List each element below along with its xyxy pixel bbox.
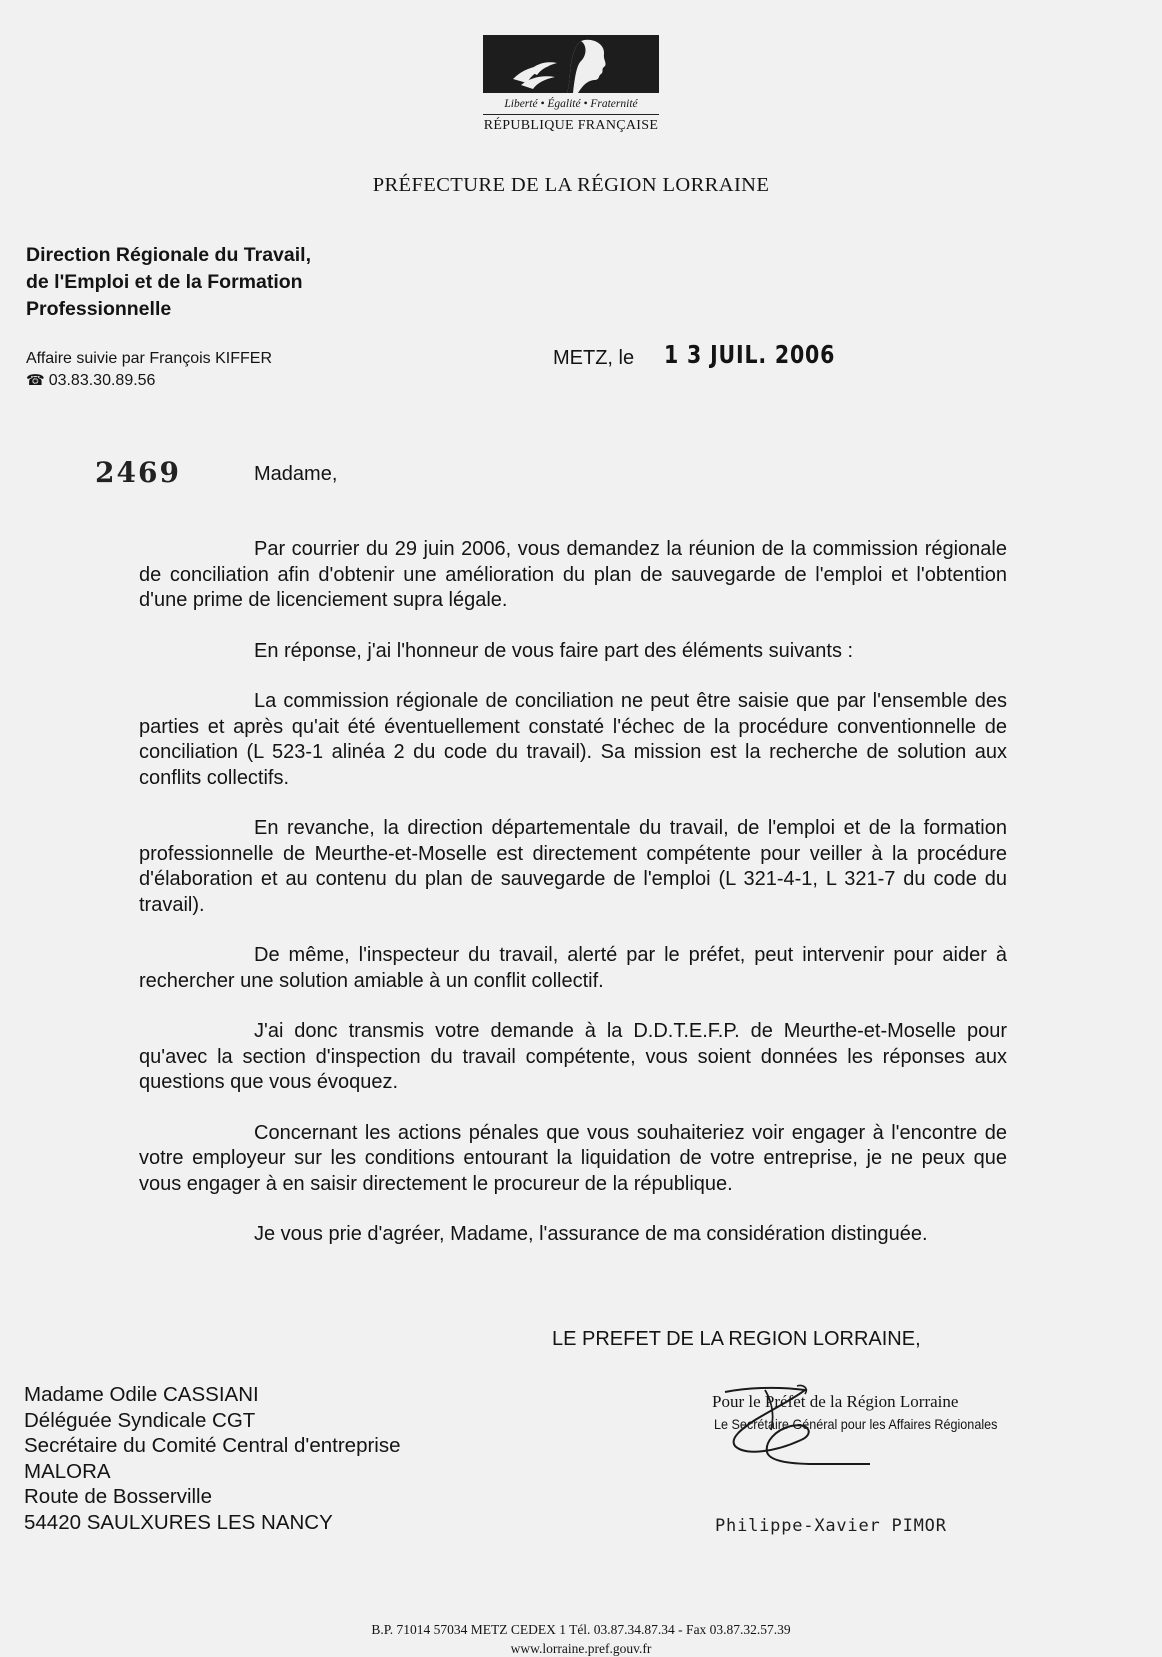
recipient-line: MALORA: [24, 1459, 111, 1483]
recipient-address: [24, 1382, 401, 1535]
body-paragraph: La commission régionale de conciliation ne peut être saisie que par l'ensemble des parties et après qu'ait été éventuellement constaté l'échec de la procédure conventionnelle de conciliation (L 523-1 alinéa 2 du code du travail). Sa mission est la recherche de solution aux conflits collectifs.: [139, 690, 1007, 789]
letter-body: [139, 537, 1007, 1273]
footer-address: B.P. 71014 57034 METZ CEDEX 1 Tél. 03.87.34.87.34 - Fax 03.87.32.57.39: [371, 1622, 791, 1637]
body-paragraph: En réponse, j'ai l'honneur de vous faire part des éléments suivants :: [254, 639, 854, 662]
marianne-logo: [483, 35, 659, 93]
signature-stamp-line: Pour le Préfet de la Région Lorraine: [712, 1392, 959, 1411]
signatory-name: Philippe-Xavier PIMOR: [715, 1516, 947, 1536]
signature-stamp-line: Le Secrétaire Général pour les Affaires Régionales: [714, 1416, 998, 1432]
body-paragraph: J'ai donc transmis votre demande à la D.D.T.E.F.P. de Meurthe-et-Moselle pour qu'avec la section d'inspection du travail compétente, vous soient données les réponses aux questions que vous évoquez.: [139, 1020, 1007, 1093]
case-handler: Affaire suivie par François KIFFER: [26, 350, 273, 367]
footer-website: www.lorraine.pref.gouv.fr: [510, 1641, 652, 1656]
direction-line: Professionnelle: [26, 298, 172, 320]
salutation: Madame,: [254, 463, 338, 485]
body-paragraph: Par courrier du 29 juin 2006, vous demandez la réunion de la commission régionale de conciliation afin d'obtenir une amélioration du plan de sauvegarde de l'emploi et l'obtention d'une prime de licenciement supra légale.: [139, 538, 1007, 611]
marianne-icon: [483, 35, 659, 93]
sender-direction: [26, 242, 446, 323]
date-stamp: 1 3 JUIL. 2006: [664, 340, 836, 369]
body-paragraph: Concernant les actions pénales que vous souhaiteriez voir engager à l'encontre de votre employeur sur les conditions entourant la liquidation de votre entreprise, je ne peux que vous engager à en saisir directement le procureur de la république.: [139, 1121, 1007, 1195]
body-paragraph: De même, l'inspecteur du travail, alerté par le préfet, peut intervenir pour aider à rechercher une solution amiable à un conflit collectif.: [139, 944, 1007, 992]
reference-number: 2469: [95, 456, 181, 489]
republic-name: RÉPUBLIQUE FRANÇAISE: [483, 118, 659, 133]
body-paragraph: En revanche, la direction départementale du travail, de l'emploi et de la formation professionnelle de Meurthe-et-Moselle est directement compétente pour veiller à la procédure d'élaboration et au contenu du plan de sauvegarde de l'emploi (L 321-4-1, L 321-7 du code du travail).: [139, 817, 1007, 916]
prefecture-title: PRÉFECTURE DE LA RÉGION LORRAINE: [372, 174, 770, 196]
sender-phone: [26, 371, 155, 390]
date-place: METZ, le: [553, 347, 635, 369]
recipient-line: Déléguée Syndicale CGT: [24, 1408, 256, 1432]
direction-line: Direction Régionale du Travail,: [26, 244, 311, 266]
telephone-icon: ☎: [26, 372, 45, 389]
prefet-title: LE PREFET DE LA REGION LORRAINE,: [552, 1328, 921, 1350]
handwritten-signature: [705, 1380, 885, 1470]
logo-divider: [483, 114, 659, 115]
phone-number: 03.83.30.89.56: [48, 372, 156, 389]
recipient-line: Secrétaire du Comité Central d'entreprise: [24, 1434, 401, 1457]
direction-line: de l'Emploi et de la Formation: [26, 271, 303, 293]
recipient-line: 54420 SAULXURES LES NANCY: [24, 1510, 333, 1534]
republic-motto: Liberté • Égalité • Fraternité: [504, 98, 638, 110]
closing-formula: Je vous prie d'agréer, Madame, l'assurance de ma considération distinguée.: [254, 1223, 928, 1245]
recipient-line: Madame Odile CASSIANI: [24, 1383, 259, 1406]
recipient-line: Route de Bosserville: [24, 1485, 213, 1508]
